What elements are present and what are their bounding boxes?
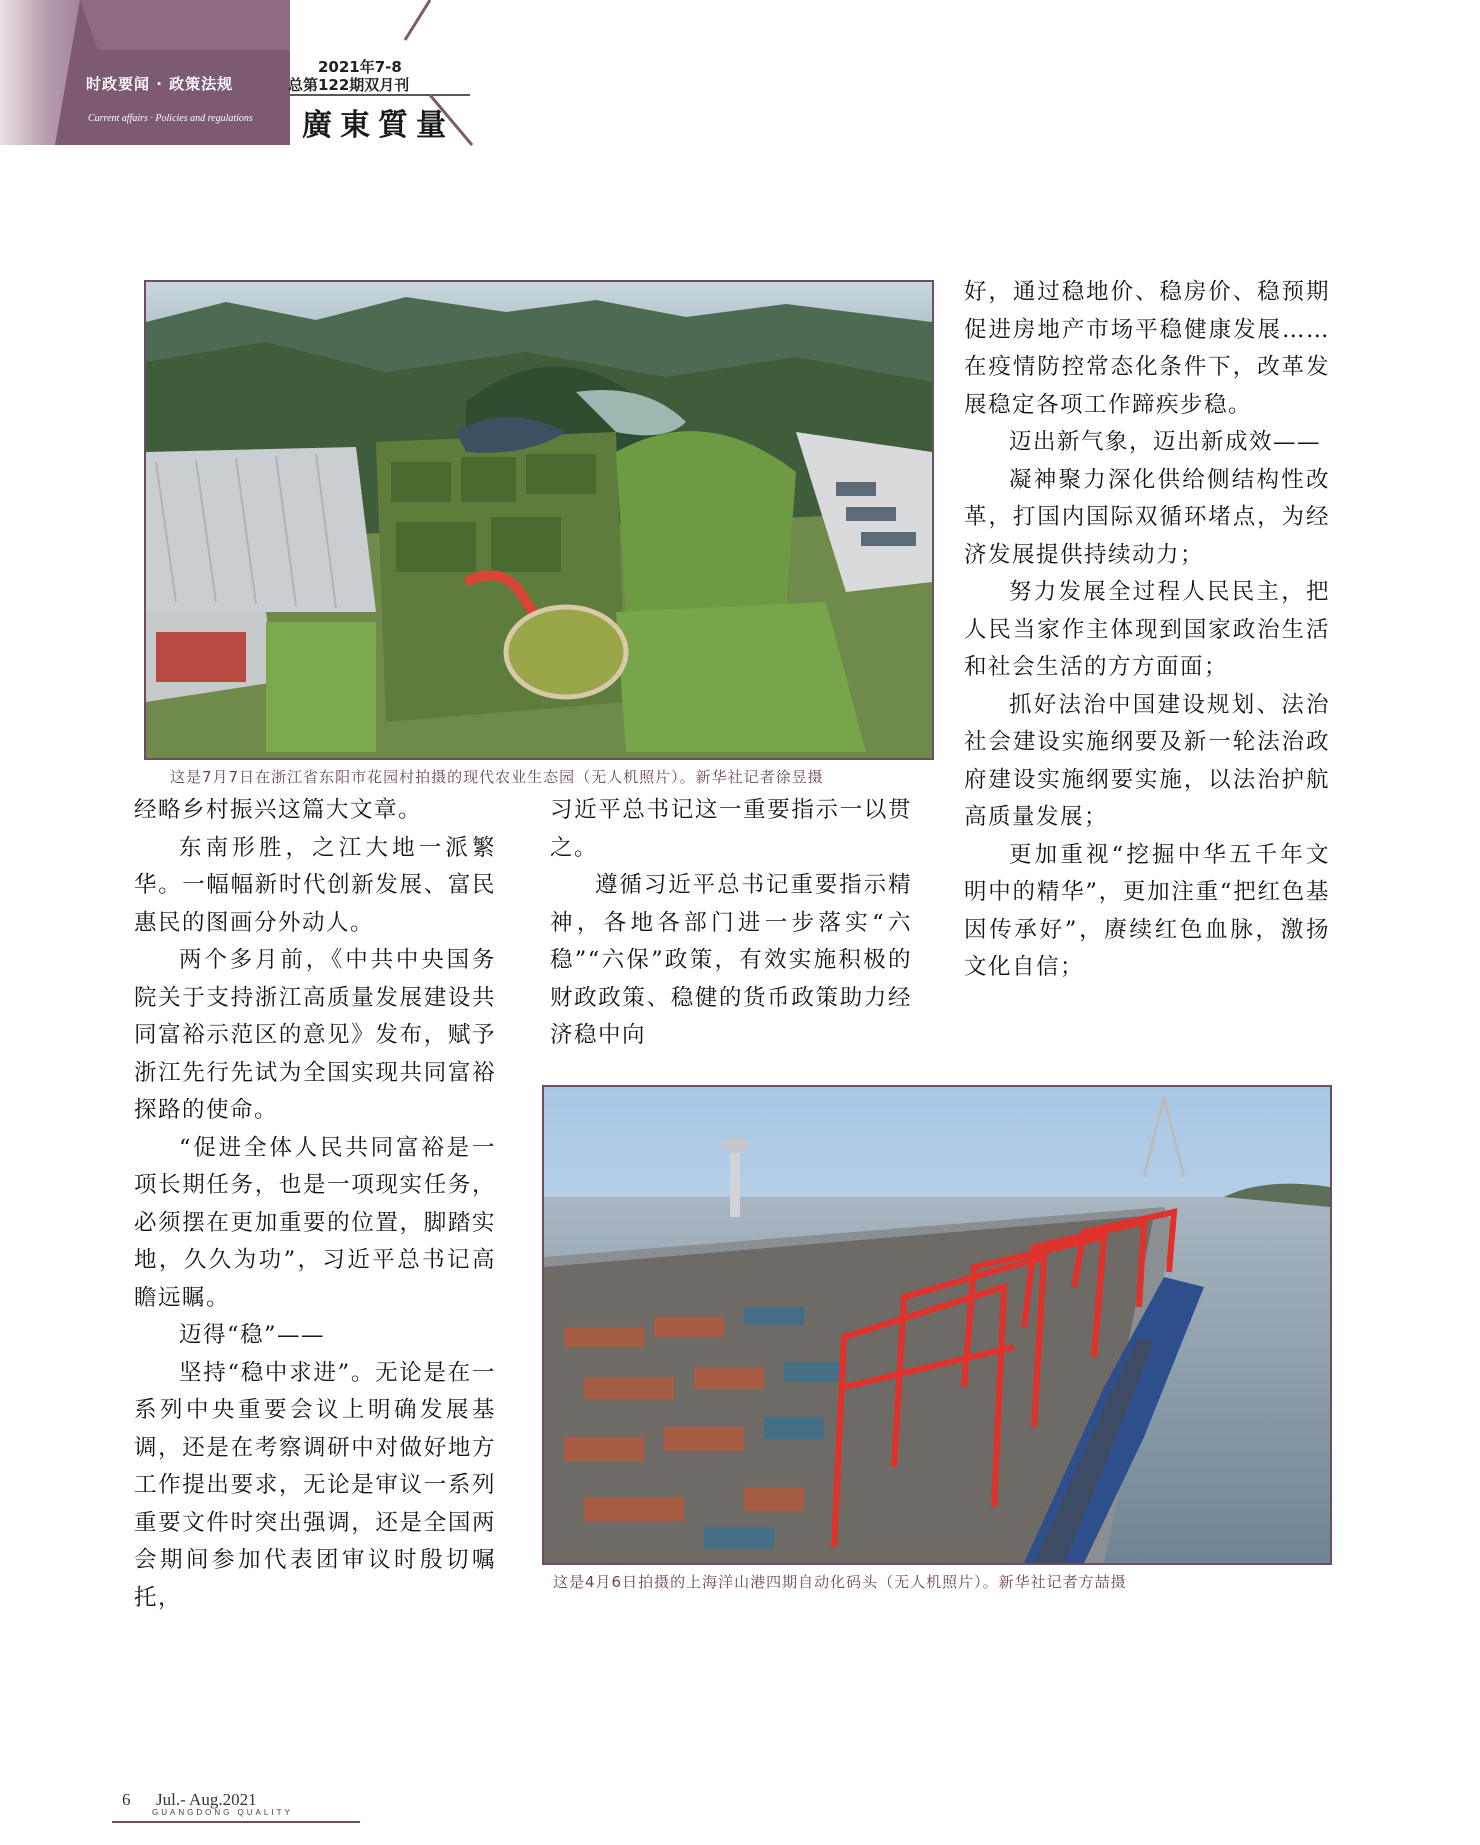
magazine-logo: 廣東質量 bbox=[302, 108, 454, 143]
issue-number: 总第122期双月刊 bbox=[288, 76, 410, 94]
footer-divider bbox=[112, 1821, 360, 1823]
issue-date: 2021年7-8 bbox=[318, 58, 402, 76]
paragraph: 习近平总书记这一重要指示一以贯之。 bbox=[550, 797, 912, 861]
paragraph: 努力发展全过程人民民主，把人民当家作主体现到国家政治生活和社会生活的方方面面； bbox=[964, 579, 1330, 680]
paragraph: 坚持“稳中求进”。无论是在一系列中央重要会议上明确发展基调，还是在考察调研中对做好地方工作提出要求，无论是审议一系列重要文件时突出强调，还是全国两会期间参加代表团审议时殷切嘱托， bbox=[134, 1359, 496, 1611]
subheading: 迈得“稳”—— bbox=[179, 1322, 326, 1348]
column-3 bbox=[964, 274, 1330, 987]
paragraph: 经略乡村振兴这篇大文章。 bbox=[134, 797, 423, 823]
section-title-en: Current affairs · Policies and regulations bbox=[88, 113, 253, 124]
paragraph: 更加重视“挖掘中华五千年文明中的精华”，更加注重“把红色基因传承好”，赓续红色血脉，激扬文化自信； bbox=[964, 841, 1330, 980]
paragraph: 东南形胜，之江大地一派繁华。一幅幅新时代创新发展、富民惠民的图画分外动人。 bbox=[134, 834, 496, 936]
footer-magazine-name: GUANGDONG QUALITY bbox=[152, 1808, 293, 1817]
paragraph: 两个多月前，《中共中央国务院关于支持浙江高质量发展建设共同富裕示范区的意见》发布，赋予浙江先行先试为全国实现共同富裕探路的使命。 bbox=[134, 947, 496, 1123]
paragraph: “促进全体人民共同富裕是一项长期任务，也是一项现实任务，必须摆在更加重要的位置，脚踏实地，久久为功”，习近平总书记高瞻远瞩。 bbox=[134, 1134, 496, 1311]
port-photo bbox=[542, 1085, 1332, 1565]
subheading: 迈出新气象，迈出新成效—— bbox=[1009, 429, 1322, 455]
port-image bbox=[544, 1087, 1330, 1563]
agri-park-caption: 这是7月7日在浙江省东阳市花园村拍摄的现代农业生态园（无人机照片）。新华社记者徐昱摄 bbox=[170, 768, 824, 786]
paragraph: 抓好法治中国建设规划、法治社会建设实施纲要及新一轮法治政府建设实施纲要实施，以法治护航高质量发展； bbox=[964, 691, 1330, 830]
section-title: 时政要闻 · 政策法规 bbox=[86, 75, 234, 93]
column-1 bbox=[134, 792, 496, 1617]
footer-date: Jul.- Aug.2021 bbox=[156, 1790, 257, 1809]
paragraph: 好，通过稳地价、稳房价、稳预期促进房地产市场平稳健康发展……在疫情防控常态化条件下，改革发展稳定各项工作蹄疾步稳。 bbox=[964, 279, 1330, 418]
column-2 bbox=[550, 792, 912, 1055]
port-caption: 这是4月6日拍摄的上海洋山港四期自动化码头（无人机照片）。新华社记者方喆摄 bbox=[553, 1573, 1127, 1591]
paragraph: 遵循习近平总书记重要指示精神，各地各部门进一步落实“六稳”“六保”政策，有效实施积极的财政政策、稳健的货币政策助力经济稳中向 bbox=[550, 872, 912, 1048]
agri-park-image bbox=[146, 282, 932, 758]
paragraph: 凝神聚力深化供给侧结构性改革，打国内国际双循环堵点，为经济发展提供持续动力； bbox=[964, 466, 1330, 568]
agri-park-photo bbox=[144, 280, 934, 760]
page-number: 6 bbox=[122, 1790, 131, 1809]
